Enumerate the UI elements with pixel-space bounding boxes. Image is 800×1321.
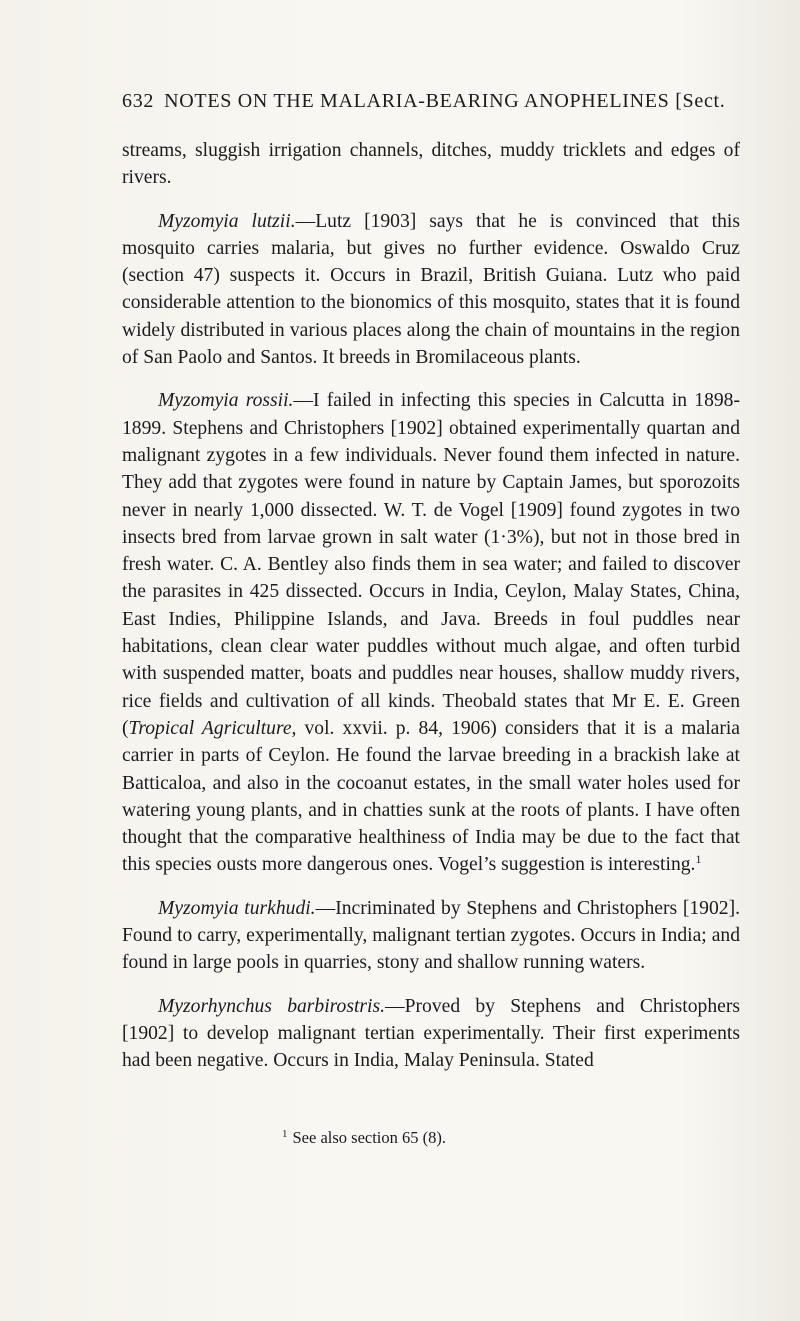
page-number: 632 bbox=[122, 90, 155, 112]
paragraph-text: streams, sluggish irrigation channels, ditches, muddy tricklets and edges of rivers. bbox=[122, 140, 740, 189]
journal-title: Tropical Agriculture bbox=[128, 717, 292, 739]
paragraph-text: —I failed in infecting this species in Calcutta in 1898-1899. Stephens and Christophers [1902] obtained experimentally quartan and malignant zygotes in a few individuals. Never found them infected in nature. They add that zygotes were found in nature by Captain James, but sporozoits never in nearly 1,000 dissected. W. T. de Vogel [1909] found zygotes in two insects bred from larvae grown in salt water (1·3%), but not in those bred in fresh water. C. A. Bentley also finds them in sea water; and failed to discover the parasites in 425 dissected. Occurs in India, Ceylon, Malay States, China, East Indies, Philippine Islands, and Java. Breeds in foul puddles near habitations, clean clear water puddles without much algae, and often turbid with suspended matter, boats and puddles near houses, shallow muddy rivers, rice fields and cultivation of all kinds. Theobald states that Mr E. E. Green ( bbox=[122, 390, 740, 739]
paragraph-text: —Proved by Stephens and Christophers [1902] to develop malignant tertian experimentally. Their first experiments had been negative. Occurs in India, Malay Peninsula. Stated bbox=[122, 995, 740, 1072]
paragraph-continued bbox=[122, 137, 740, 192]
running-header bbox=[122, 90, 742, 113]
footnote-text: See also section 65 (8). bbox=[292, 1128, 447, 1147]
body-text bbox=[122, 137, 740, 1091]
footnote-reference: 1 bbox=[695, 852, 702, 867]
footnote bbox=[282, 1128, 446, 1148]
paragraph-text: —Lutz [1903] says that he is convinced that this mosquito carries malaria, but gives no further evidence. Oswaldo Cruz (section 47) suspects it. Occurs in Brazil, British Guiana. Lutz who paid considerable attention to the bionomics of this mosquito, states that it is found widely distributed in various places along the chain of mountains in the region of San Paolo and Santos. It breeds in Bromilaceous plants. bbox=[122, 210, 740, 369]
paragraph-text: —Incriminated by Stephens and Christophers [1902]. Found to carry, experimentally, malignant tertian zygotes. Occurs in India; and found in large pools in quarries, stony and shallow running waters. bbox=[122, 897, 740, 974]
paragraph-myzomyia-turkhudi bbox=[122, 895, 740, 977]
paragraph-text: , vol. xxvii. p. 84, 1906) considers that it is a malaria carrier in parts of Ceylon. He found the larvae breeding in a brackish lake at Batticaloa, and also in the cocoanut estates, in the small water holes used for watering young plants, and in chatties sunk at the roots of plants. I have often thought that the comparative healthiness of India may be due to the fact that this species ousts more dangerous ones. Vogel’s suggestion is interesting. bbox=[122, 717, 740, 876]
species-name: Myzomyia turkhudi. bbox=[158, 897, 316, 919]
species-name: Myzomyia rossii. bbox=[158, 390, 294, 412]
running-title: NOTES ON THE MALARIA-BEARING ANOPHELINES [Sect. bbox=[164, 90, 726, 112]
footnote-mark: 1 bbox=[282, 1128, 288, 1140]
paragraph-myzorhynchus-barbirostris bbox=[122, 993, 740, 1075]
paragraph-myzomyia-lutzii bbox=[122, 208, 740, 372]
paragraph-myzomyia-rossii bbox=[122, 387, 740, 878]
species-name: Myzomyia lutzii. bbox=[158, 210, 296, 232]
species-name: Myzorhynchus barbirostris. bbox=[158, 995, 386, 1017]
